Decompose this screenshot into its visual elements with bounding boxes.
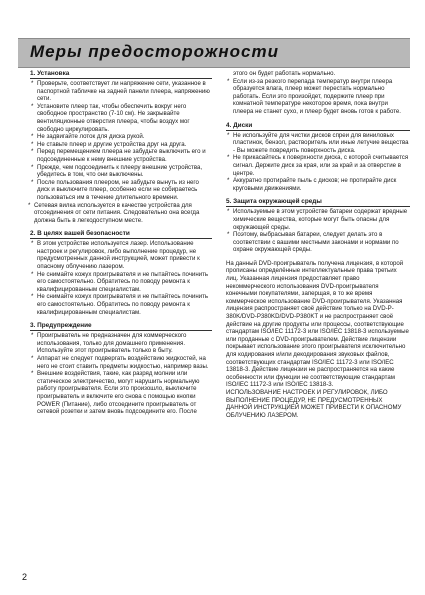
section-safety xyxy=(30,230,212,316)
list-item-outdented xyxy=(30,202,212,225)
bullet-mark: * xyxy=(227,77,230,85)
laser-warning-paragraph: ИСПОЛЬЗОВАНИЕ НАСТРОЕК И РЕГУЛИРОВОК, ЛИБО ВЫПОЛНЕНИЕ ПРОЦЕДУР, НЕ ПРЕДУСМОТРЕННЫХ ДАННОЙ ИНСТРУКЦИЕЙ МОЖЕТ ПРИВЕСТИ К ОПАСНОМУ ОБЛУЧЕНИЮ ЛАЗЕРОМ. xyxy=(226,388,402,419)
item-text: Проигрыватель не предназначен для коммерческого использования, только для домашнего применения. Используйте этот проигрыватель только в быту. xyxy=(37,332,187,355)
item-text: Не задвигайте лоток для диска рукой. xyxy=(37,133,145,141)
item-text: Перед перемещением плеера не забудьте выключить его и подсоединенные к нему внешние устройства. xyxy=(37,148,206,163)
section-title: 1. Установка xyxy=(30,70,212,79)
item-text: Не используйте для чистки дисков спреи для виниловых пластинок, бензол, растворитель или иные летучие вещества - Вы можете повредить поверхность диска. xyxy=(233,131,409,154)
bullet-mark: * xyxy=(31,370,34,378)
item-text: Аккуратно протирайте пыль с дисков; не протирайте диск круговыми движениями. xyxy=(233,177,397,192)
list-item xyxy=(226,208,410,231)
item-text: Установите плеер так, чтобы обеспечить вокруг него свободное пространство (7-10 см). Не закрывайте вентиляционные отверстия плеера, чтобы воздух мог свободно циркулировать. xyxy=(37,102,190,133)
bullet-mark: * xyxy=(31,332,34,340)
section-title: 4. Диски xyxy=(226,122,410,131)
bullet-mark: * xyxy=(31,140,34,148)
left-column xyxy=(30,70,212,422)
item-text: Не ставьте плеер и другие устройства друг на друга. xyxy=(37,140,187,148)
list-item xyxy=(30,179,212,202)
bullet-mark: * xyxy=(31,178,34,186)
item-text: Поэтому, выбрасывая батареи, следует делать это в соответствии с вашими местными законами и нормами по охране окружающей среды. xyxy=(233,231,399,254)
list-item xyxy=(226,132,410,155)
item-text: Проверьте, соответствует ли напряжение сети, указанное в паспортной табличке на задней панели плеера, напряжению сети. xyxy=(37,80,210,103)
right-column xyxy=(226,70,410,419)
section-title: 5. Защита окружающей среды xyxy=(226,198,410,207)
bullet-mark: * xyxy=(31,240,34,248)
list-item xyxy=(30,293,212,316)
license-paragraph: На данный DVD-проигрыватель получена лицензия, в которой прописаны определённые интеллектуальные права третьих лиц. Указанная лицензия предоставляет право некоммерческого использования DVD-проигрывателя конечными покупателями, заперщая, в то же время коммерческое использование DVD-проигрывателя. Указанная лицензия распространяет своё действие только на DVD-P-380K/DVD-P380KD/DVD-P380KT и не распространяет своё действие на другие продукты или процессы, соответствующие стандартам ISO/IEC 11172-3 или ISO/IEC 13818-3 используемые или проданные с DVD-проигрывателем. Действие лицензии покрывает использование этого проигрывателя исключительно для кодирования и/или декодирования звуковых файлов, соответствующих стандартам ISO/IEC 11172-3 или ISO/IEC 13818-3. Действие лицензии не распространяется на какие особенности или функции не соответствующие стандартам ISO/IEC 11172-3 или ISO/IEC 13818-3. xyxy=(226,259,409,389)
item-text: В этом устройстве используется лазер. Использование настроек и регулировок, либо выполнение процедур, не предусмотренных данной инструкцией, может привести к опасному облучению лазером. xyxy=(37,240,200,271)
item-text: Не снимайте кожух проигрывателя и не пытайтесь починить его самостоятельно. Обратитесь по поводу ремонта к квалифицированным специалистам. xyxy=(37,293,209,316)
section-installation xyxy=(30,70,212,224)
list-item xyxy=(30,240,212,270)
bullet-mark: * xyxy=(31,148,34,156)
list-item xyxy=(30,80,212,103)
page-title: Меры предосторожности xyxy=(30,42,279,61)
item-text: Сетевая вилка используется в качестве устройства для отсоединения от сети питания. Следовательно она всегда должна быть в легкодоступном месте. xyxy=(34,201,200,224)
list-item xyxy=(30,370,212,416)
list-item xyxy=(226,154,410,177)
section-discs xyxy=(226,122,410,193)
item-text: Не снимайте кожух проигрывателя и не пытайтесь починить его самостоятельно. Обратитесь по поводу ремонта к квалифицированным специалистам. xyxy=(37,270,209,293)
bullet-mark: * xyxy=(227,208,230,216)
list-item xyxy=(30,103,212,133)
section-title: 3. Предупреждение xyxy=(30,322,212,331)
list-item xyxy=(30,133,212,141)
item-text: Внешние воздействия, такие, как разряд молнии или статическое электричество, могут нарушить нормальную работу проигрывателя. Если это произошло, выключите проигрыватель и включите его снова с помощью кнопки POWER (Питание), либо отсоедините проигрыватель от сетевой розетки и затем вновь подсоедините его. После xyxy=(37,370,200,416)
list-item xyxy=(226,231,410,254)
list-item xyxy=(30,271,212,294)
continued-text xyxy=(226,70,410,78)
item-text: Используемые в этом устройстве батареи содержат вредные химические вещества, которые могут быть опасны для окружающей среды. xyxy=(233,208,408,231)
bullet-mark: * xyxy=(31,270,34,278)
bullet-mark: * xyxy=(31,163,34,171)
bullet-mark: * xyxy=(227,131,230,139)
list-item xyxy=(30,332,212,355)
item-text: этого он будет работать нормально. xyxy=(233,70,336,77)
list-item xyxy=(30,164,212,179)
section-warning-continued xyxy=(226,70,410,116)
item-text: Аппарат не следует подвергать воздействию жидкостей, на него не стоит ставить предметы жидкостью, например вазы. xyxy=(37,355,209,370)
bullet-mark: * xyxy=(28,201,31,209)
list-item xyxy=(30,355,212,370)
page-number: 2 xyxy=(22,572,28,582)
list-item xyxy=(30,148,212,163)
section-environment xyxy=(226,198,410,254)
bullet-mark: * xyxy=(31,293,34,301)
section-warning xyxy=(30,322,212,416)
section-header-bar xyxy=(18,38,410,68)
item-text: Прежде, чем подсоединить к плееру внешние устройства, убедитесь в том, что они выключены. xyxy=(37,163,203,179)
item-text: Не прикасайтесь к поверхности диска, с которой считывается сигнал. Держите диск за края, или за край и за отверстие в центре. xyxy=(233,154,409,177)
bullet-mark: * xyxy=(31,102,34,110)
item-text: После пользования плеером, не забудьте вынуть из него диск и выключите плеер, особенно если не собираетесь пользоваться им в течение длительного времени. xyxy=(37,178,199,201)
item-text: Если из-за резкого перепада температур внутри плеера образуется влага, плеер может перестать нормально работать. Если это произойдет, подержите плеер при комнатной температуре некоторое время, пока внутри плеера не станет сухо, и плеер будет вновь готов к работе. xyxy=(233,77,402,115)
section-title: 2. В целях вашей безопасности xyxy=(30,230,212,239)
bullet-mark: * xyxy=(31,133,34,141)
bullet-mark: * xyxy=(227,177,230,185)
list-item xyxy=(226,78,410,116)
bullet-mark: * xyxy=(227,154,230,162)
bullet-mark: * xyxy=(227,231,230,239)
bullet-mark: * xyxy=(31,80,34,87)
list-item xyxy=(226,177,410,192)
list-item xyxy=(30,141,212,149)
bullet-mark: * xyxy=(31,355,34,362)
